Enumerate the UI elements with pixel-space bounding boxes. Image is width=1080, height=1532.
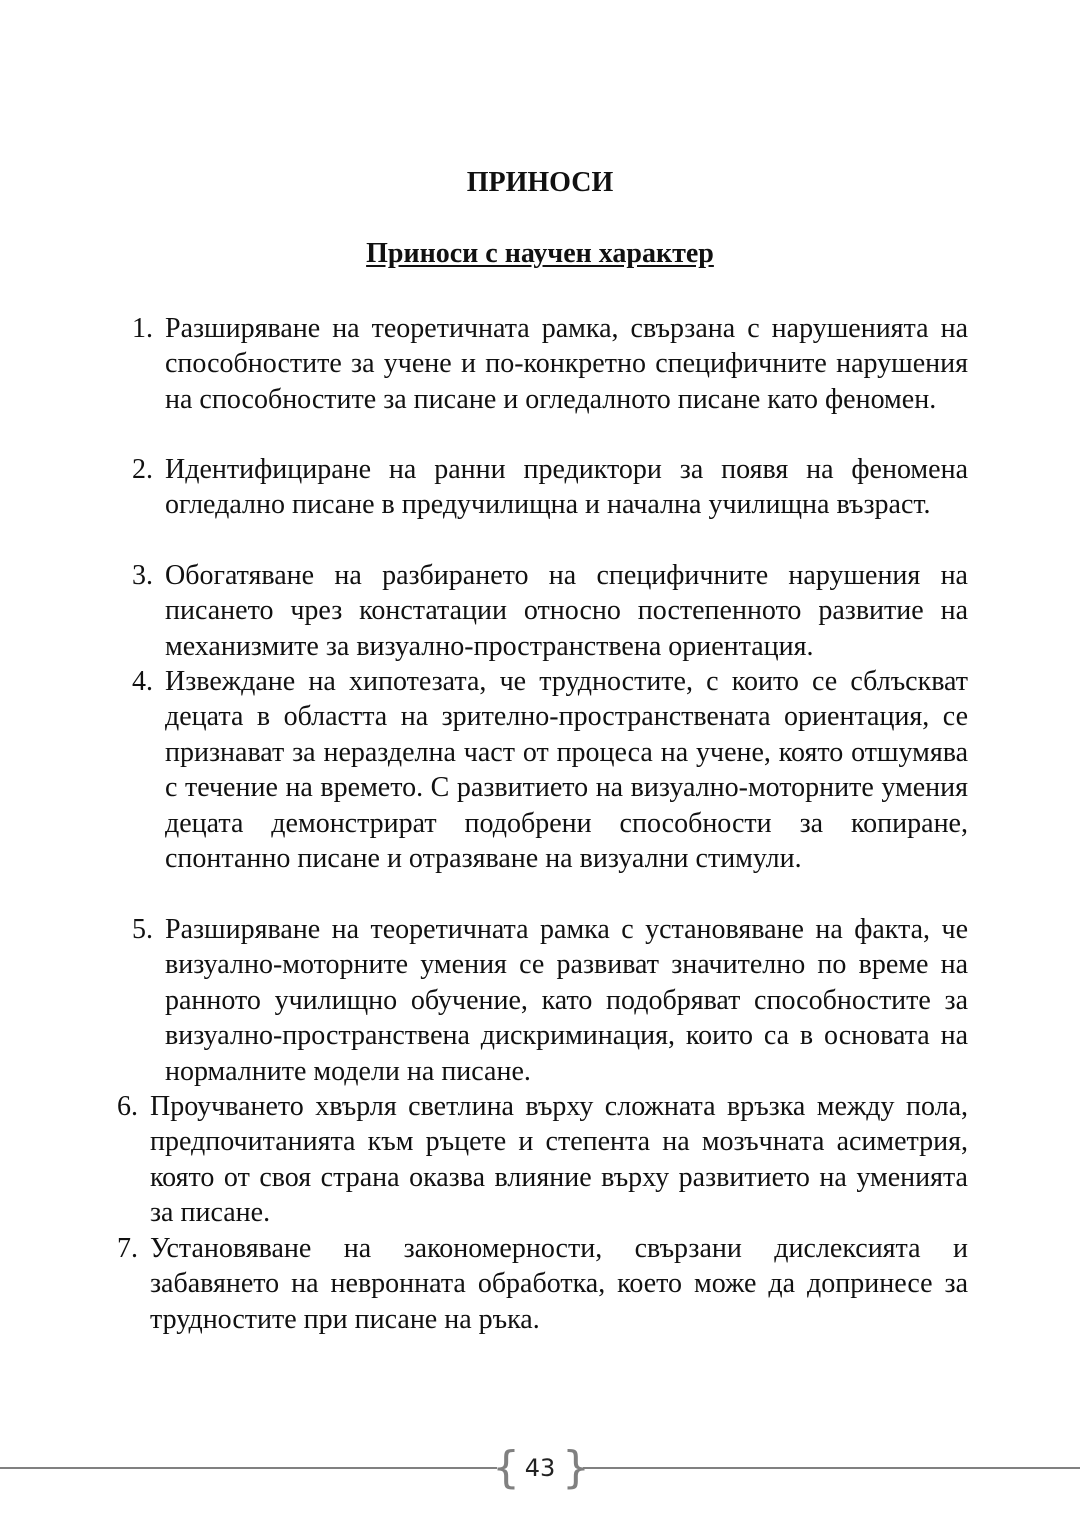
list-item-4 bbox=[132, 664, 968, 876]
list-item-3 bbox=[132, 558, 968, 664]
list-item-number: 3. bbox=[132, 560, 153, 591]
list-item-text: Разширяване на теоретичната рамка, свързана с нарушенията на способностите за учене и по-конкретно специфичните нарушения на способностите за писане и огледалното писане като феномен. bbox=[165, 313, 968, 415]
list-item-text: Извеждане на хипотезата, че трудностите, с които се сблъскват децата в областта на зрително-пространствената ориентация, се признават за неразделна част от процеса на учене, която отшумява с течение на времето. С развитието на визуално-моторните умения децата демонстрират подобрени способности за копиране, спонтанно писане и отразяване на визуални стимули. bbox=[165, 666, 968, 875]
list-item-number: 4. bbox=[132, 666, 153, 697]
list-item-number: 2. bbox=[132, 454, 153, 485]
list-item-number: 7. bbox=[117, 1233, 138, 1264]
list-item-text: Разширяване на теоретичната рамка с установяване на факта, че визуално-моторните умения се развиват значително по време на ранното училищно обучение, като подобряват способностите за визуално-пространствена дискриминация, които са в основата на нормалните модели на писане. bbox=[165, 914, 968, 1087]
list-item-text: Обогатяване на разбирането на специфичните нарушения на писането чрез констатации относно постепенното развитие на механизмите за визуално-пространствена ориентация. bbox=[165, 560, 968, 662]
list-item-2 bbox=[132, 452, 968, 523]
right-brace-icon: } bbox=[562, 1442, 590, 1493]
list-item-number: 6. bbox=[117, 1091, 138, 1122]
list-item-7 bbox=[117, 1231, 968, 1337]
footer-rule-right bbox=[583, 1467, 1080, 1469]
footer-rule-left bbox=[0, 1467, 497, 1469]
list-item-text: Идентифициране на ранни предиктори за появя на феномена огледално писане в предучилищна и начална училищна възраст. bbox=[165, 454, 968, 521]
list-item-5 bbox=[132, 912, 968, 1089]
left-brace-icon: { bbox=[492, 1442, 520, 1493]
list-item-1 bbox=[132, 311, 968, 417]
list-item-number: 1. bbox=[132, 313, 153, 344]
page-title: ПРИНОСИ bbox=[466, 167, 614, 198]
section-subtitle: Приноси с научен характер bbox=[366, 238, 714, 269]
list-item-text: Установяване на закономерности, свързани дислексията и забавянето на невронната обработка, което може да допринесе за трудностите при писане на ръка. bbox=[150, 1233, 968, 1335]
list-item-6 bbox=[117, 1089, 968, 1231]
list-item-number: 5. bbox=[132, 914, 153, 945]
page-number: 43 bbox=[524, 1454, 556, 1482]
list-item-text: Проучването хвърля светлина върху сложната връзка между пола, предпочитанията към ръцете и степента на мозъчната асиметрия, която от своя страна оказва влияние върху развитието на уменията за писане. bbox=[150, 1091, 968, 1229]
